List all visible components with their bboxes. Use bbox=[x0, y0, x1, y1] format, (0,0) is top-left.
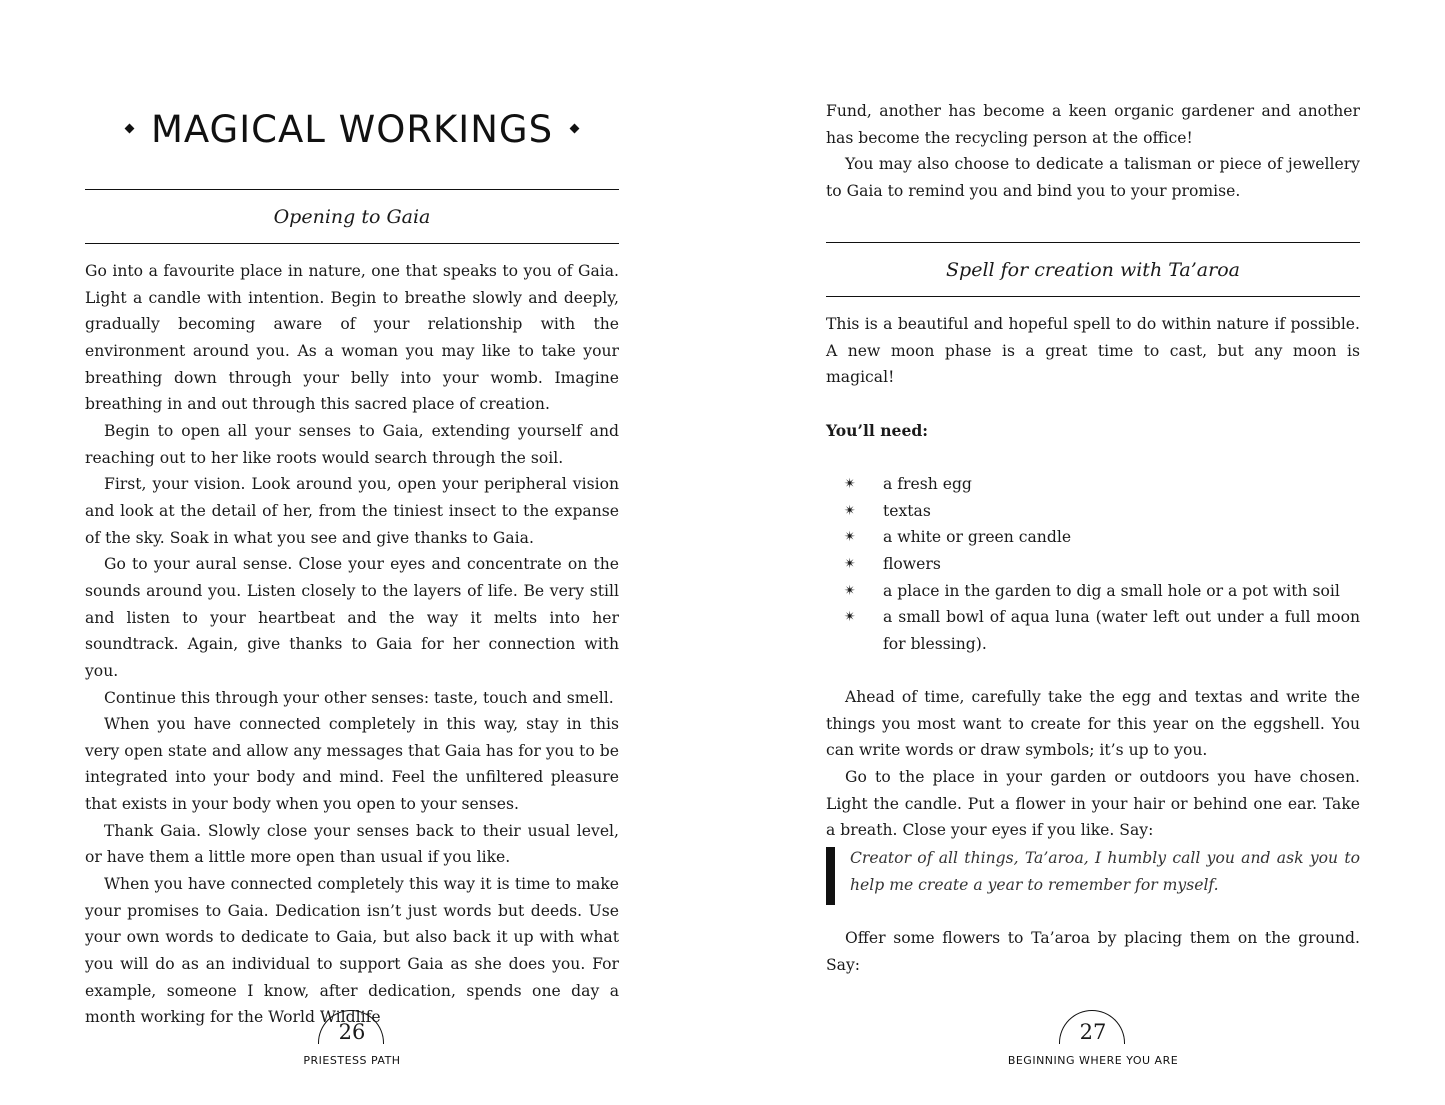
paragraph: Thank Gaia. Slowly close your senses back to their usual level, or have them a little more open than usual if you like. bbox=[85, 821, 619, 867]
paragraph: Continue this through your other senses: taste, touch and smell. bbox=[104, 688, 614, 707]
list-item: ✴ flowers bbox=[826, 551, 1360, 578]
star-bullet-icon: ✴ bbox=[844, 582, 856, 599]
section-title: Spell for creation with Ta’aroa bbox=[946, 259, 1240, 281]
paragraph: When you have connected completely in this way, stay in this very open state and allow any messages that Gaia has for you to be integrated into your body and mind. Feel the unfiltered pleasure that exists in your body when you open to your senses. bbox=[85, 715, 619, 814]
paragraph: Offer some flowers to Ta’aroa by placing them on the ground. Say: bbox=[826, 929, 1360, 974]
paragraph: Begin to open all your senses to Gaia, extending yourself and reaching out to her like roots would search through the soil. bbox=[85, 421, 619, 467]
right-page bbox=[826, 0, 1360, 1105]
page-number: 26 bbox=[338, 1020, 366, 1044]
body-text bbox=[85, 258, 619, 1031]
star-bullet-icon: ✴ bbox=[844, 555, 856, 572]
section-rule-bottom bbox=[85, 243, 619, 244]
needs-title: You’ll need: bbox=[826, 420, 929, 440]
section-rule-bottom bbox=[826, 296, 1360, 297]
list-item: ✴ a white or green candle bbox=[826, 524, 1360, 551]
running-footer: PRIESTESS PATH bbox=[303, 1054, 401, 1067]
spell-text bbox=[826, 311, 1360, 844]
paragraph: You may also choose to dedicate a talisman or piece of jewellery to Gaia to remind you and bind you to your promise. bbox=[826, 155, 1360, 200]
after-quote-text bbox=[826, 925, 1360, 978]
paragraph: First, your vision. Look around you, open your peripheral vision and look at the detail of her, from the tiniest insect to the expanse of the sky. Soak in what you see and give thanks to Gaia. bbox=[85, 475, 619, 547]
list-item: ✴ a small bowl of aqua luna (water left out under a full moon for blessing). bbox=[826, 604, 1360, 657]
continued-text bbox=[826, 98, 1360, 205]
incantation-quote bbox=[826, 845, 1360, 898]
left-page bbox=[85, 0, 619, 1105]
quote-bar bbox=[826, 847, 835, 905]
star-bullet-icon: ✴ bbox=[844, 609, 856, 626]
star-bullet-icon: ✴ bbox=[844, 529, 856, 546]
section-title: Opening to Gaia bbox=[273, 206, 431, 228]
list-item: ✴ textas bbox=[826, 498, 1360, 525]
intro-paragraph: This is a beautiful and hopeful spell to do within nature if possible. A new moon phase is a great time to cast, but any moon is magical! bbox=[826, 315, 1360, 387]
paragraph: Ahead of time, carefully take the egg and textas and write the things you most want to create for this year on the eggshell. You can write words or draw symbols; it’s up to you. bbox=[826, 688, 1360, 760]
needs-list bbox=[826, 471, 1360, 658]
diamond-icon bbox=[124, 124, 134, 134]
list-item: ✴ a fresh egg bbox=[826, 471, 1360, 498]
list-item: ✴ a place in the garden to dig a small hole or a pot with soil bbox=[826, 578, 1360, 605]
page-number: 27 bbox=[1079, 1020, 1107, 1044]
paragraph: Go to your aural sense. Close your eyes and concentrate on the sounds around you. Listen closely to the layers of life. Be very still and listen to your heartbeat and the way it melts into her soundtrack. Again, give thanks to Gaia for her connection with you. bbox=[85, 555, 619, 680]
paragraph: Go to the place in your garden or outdoors you have chosen. Light the candle. Put a flower in your hair or behind one ear. Take a breath. Close your eyes if you like. Say: bbox=[826, 768, 1360, 840]
chapter-title-text: MAGICAL WORKINGS bbox=[150, 108, 554, 151]
running-footer: BEGINNING WHERE YOU ARE bbox=[1007, 1054, 1179, 1067]
paragraph: When you have connected completely this way it is time to make your promises to Gaia. Dedication isn’t just words but deeds. Use your own words to dedicate to Gaia, but also back it up with what you will do as an individual to support Gaia as she does you. For example, someone I know, after dedication, spends one day a month working for the World Wildlife bbox=[85, 875, 619, 1027]
diamond-icon bbox=[570, 124, 580, 134]
star-bullet-icon: ✴ bbox=[844, 502, 856, 519]
section-rule-top bbox=[826, 242, 1360, 243]
paragraph: Go into a favourite place in nature, one that speaks to you of Gaia. Light a candle with intention. Begin to breathe slowly and deeply, gradually becoming aware of your relationship with the environment around you. As a woman you may like to take your breathing down through your belly into your womb. Imagine breathing in and out through this sacred place of creation. bbox=[85, 262, 619, 414]
chapter-title bbox=[85, 108, 619, 151]
section-rule-top bbox=[85, 189, 619, 190]
quote-text: Creator of all things, Ta’aroa, I humbly call you and ask you to help me create a year to remember for myself. bbox=[850, 849, 1360, 894]
star-bullet-icon: ✴ bbox=[844, 475, 856, 492]
paragraph: Fund, another has become a keen organic gardener and another has become the recycling person at the office! bbox=[826, 102, 1360, 147]
